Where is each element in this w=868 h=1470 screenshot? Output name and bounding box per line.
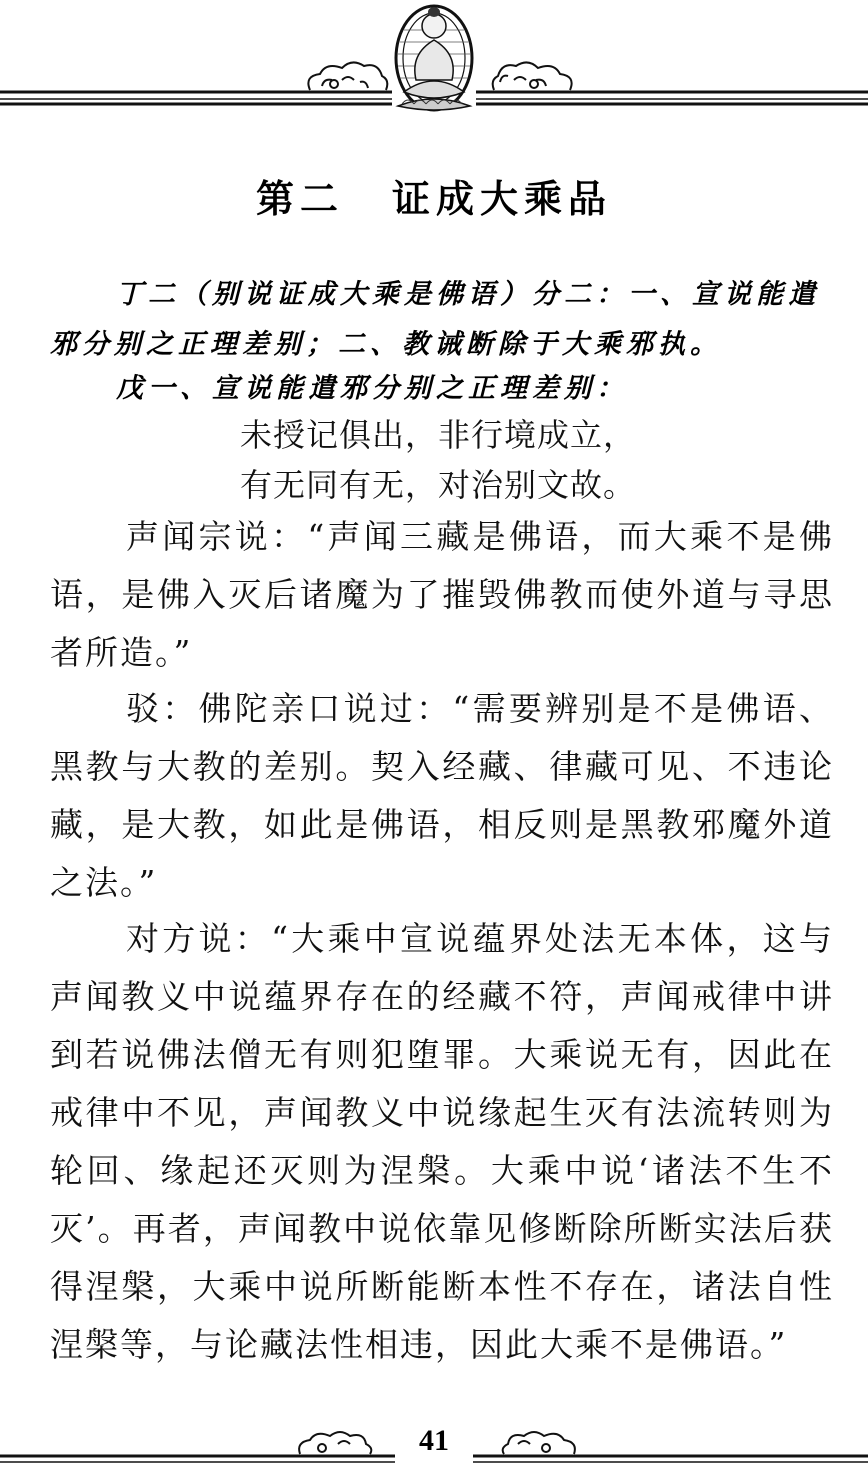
verse-line-2: 有无同有无，对治别文故。 — [240, 466, 637, 504]
right-cloud-icon — [493, 62, 572, 90]
chapter-number: 第二 — [255, 177, 344, 221]
paragraph-refutation: 驳：佛陀亲口说过：“需要辨别是不是佛语、黑教与大教的差别。契入经藏、律藏可见、不违论藏，是大教，如此是佛语，相反则是黑教邪魔外道之法。” — [50, 689, 834, 902]
left-cloud-icon — [308, 62, 387, 90]
paragraph-opponent-argument: 对方说：“大乘中宣说蕴界处法无本体，这与声闻教义中说蕴界存在的经藏不符，声闻戒律中讲到若说佛法僧无有则犯堕罪。大乘说无有，因此在戒律中不见，声闻教义中说缘起生灭有法流转则为轮回、缘起还灭则为涅槃。大乘中说‘诸法不生不灭’。再者，声闻教中说依靠见修断除所断实法后获得涅槃，大乘中说所断能断本性不存在，诸法自性涅槃等，与论藏法性相违，因此大乘不是佛语。” — [50, 919, 834, 1364]
paragraph-sravaka-claim: 声闻宗说：“声闻三藏是佛语，而大乘不是佛语，是佛入灭后诸魔为了摧毁佛教而使外道与寻思者所造。” — [50, 517, 834, 672]
page-title — [0, 168, 868, 223]
outline-subheading: 戊一、宣说能遣邪分别之正理差别： — [116, 373, 628, 404]
header-ornament — [0, 0, 868, 120]
page-number: 41 — [419, 1424, 449, 1457]
page-header — [0, 0, 868, 120]
buddha-figure-icon — [396, 6, 472, 110]
chapter-name: 证成大乘品 — [392, 177, 613, 221]
outline-heading: 丁二（别说证成大乘是佛语）分二：一、宣说能遣邪分别之正理差别；二、教诫断除于大乘邪执。 — [50, 279, 820, 360]
verse-line-1: 未授记俱出，非行境成立， — [240, 416, 637, 454]
